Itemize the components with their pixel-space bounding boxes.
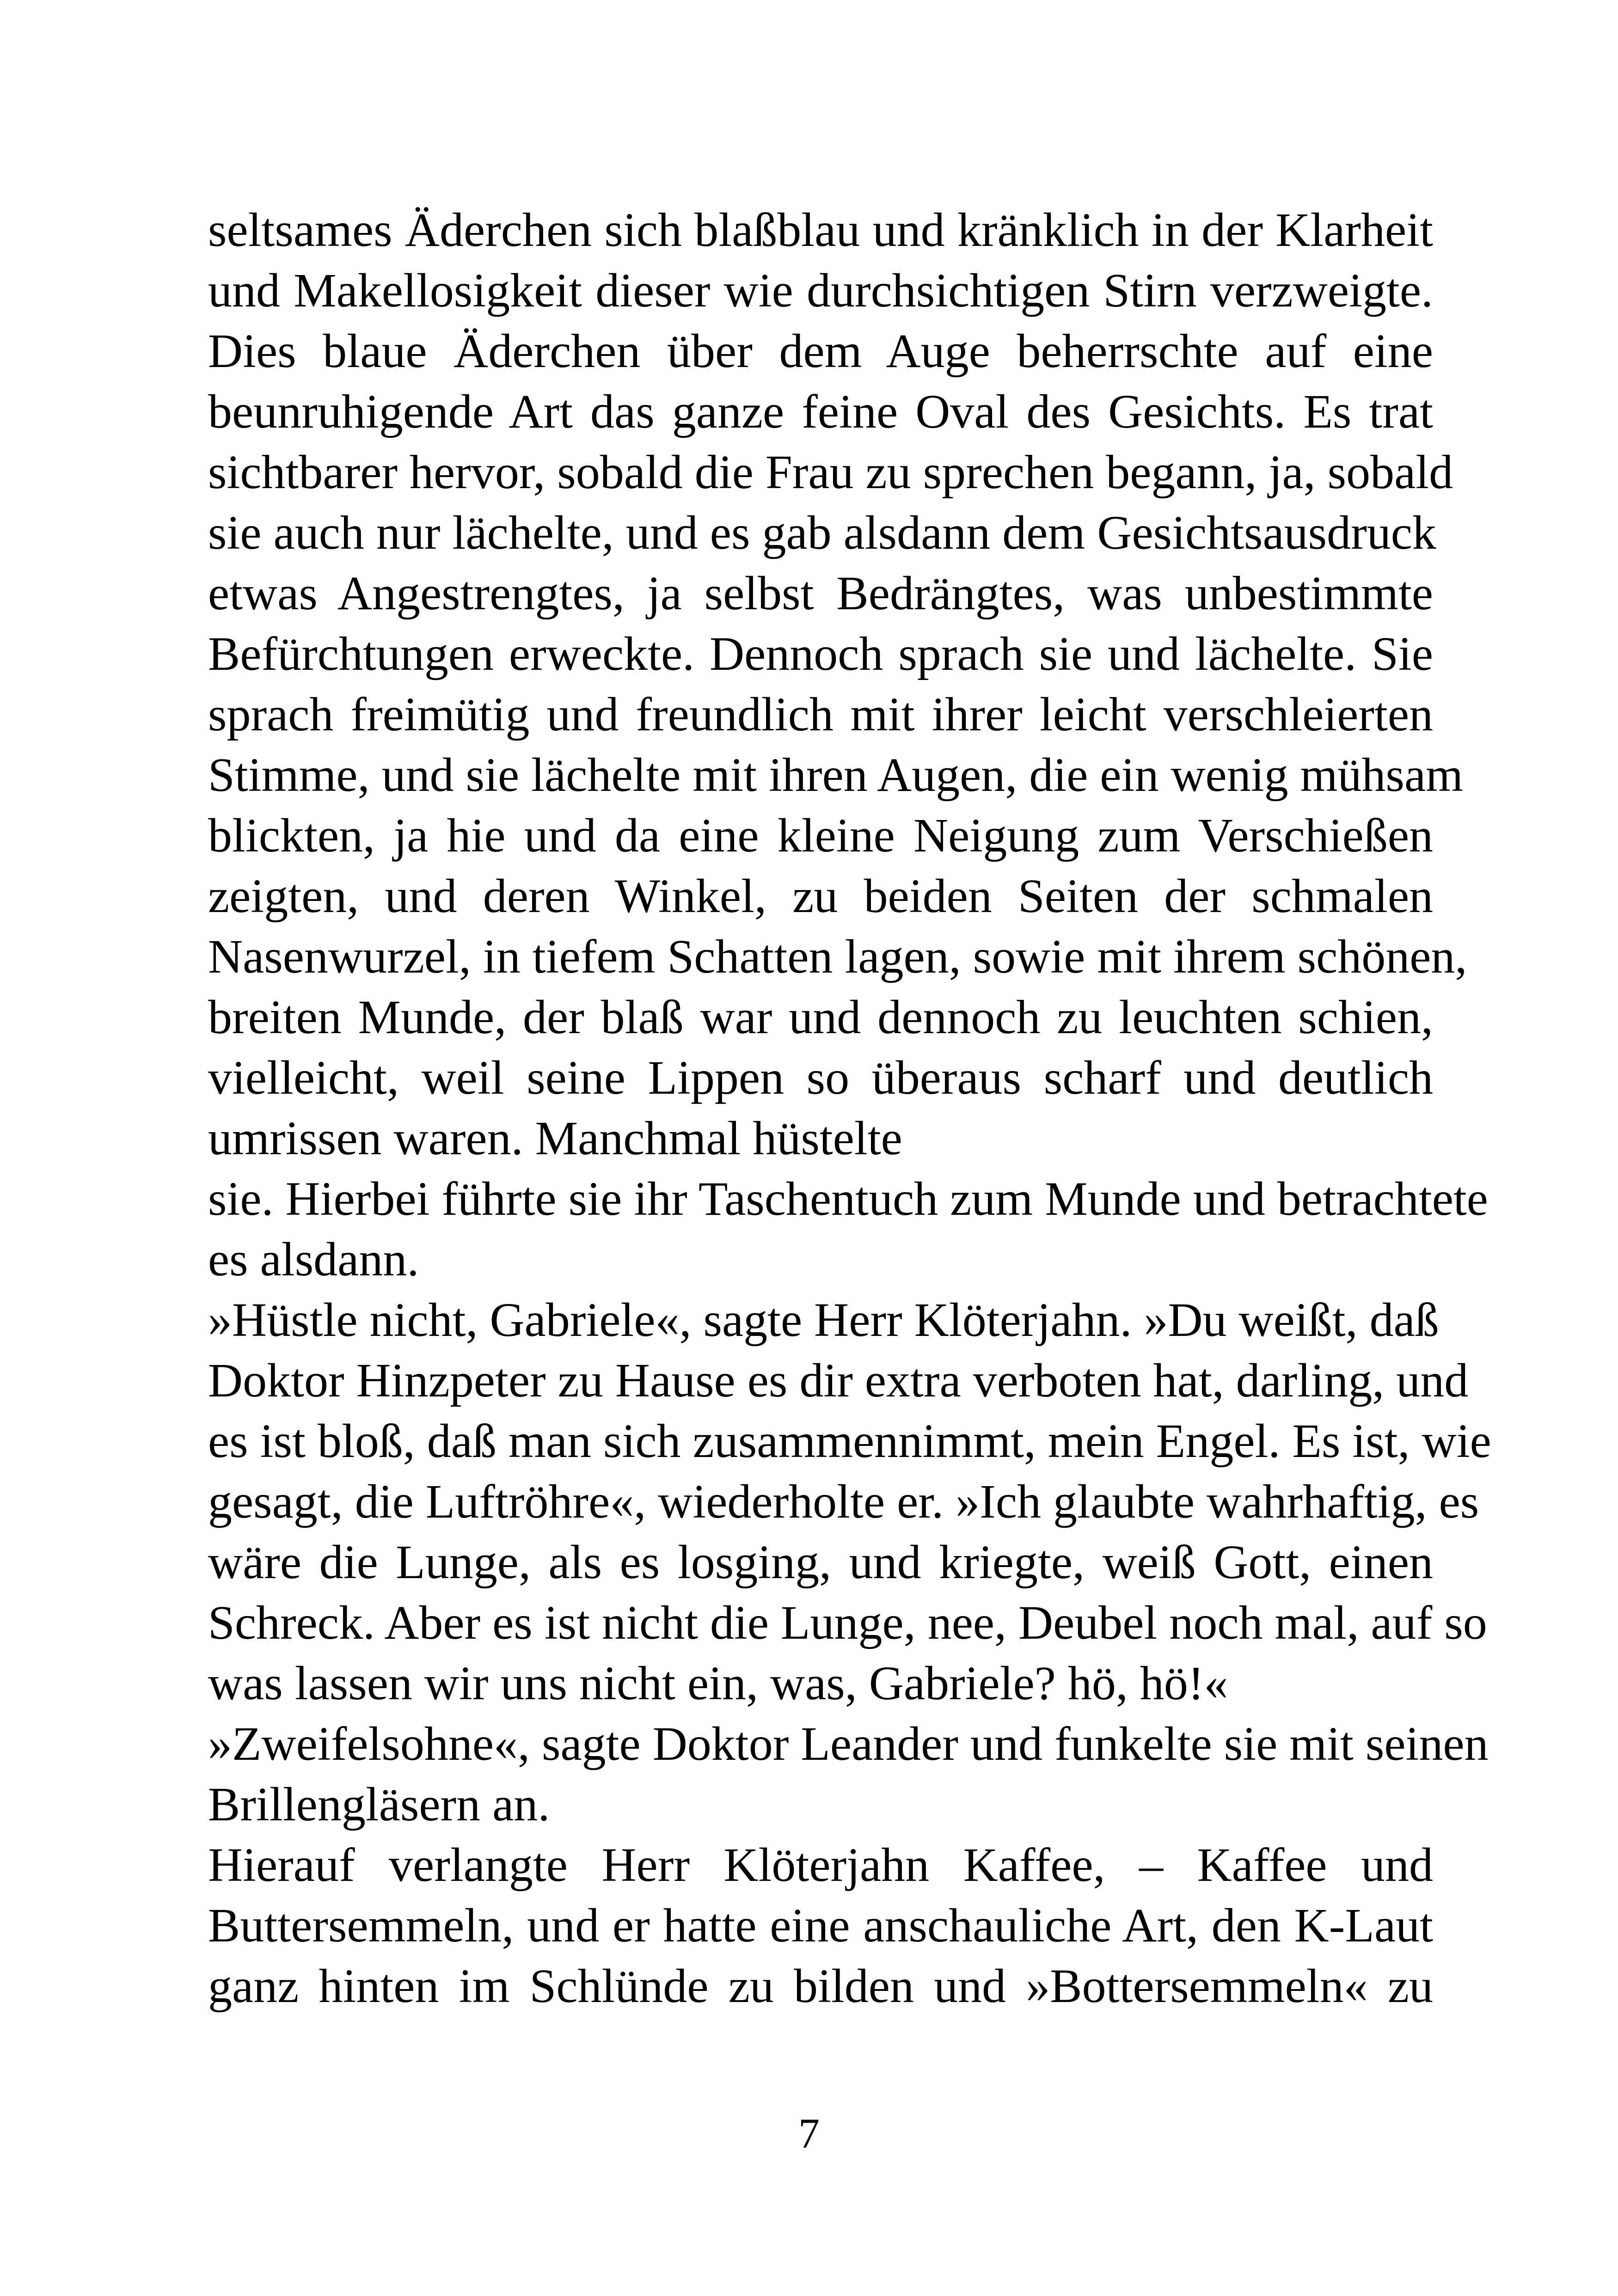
text-line: Schreck. Aber es ist nicht die Lunge, nee, Deubel noch mal, auf so <box>208 1596 1487 1649</box>
text-line: umrissen waren. Manchmal hüstelte <box>208 1112 902 1165</box>
text-line: »Zweifelsohne«, sagte Doktor Leander und funkelte sie mit seinen <box>208 1717 1489 1770</box>
text-line: etwas Angestrengtes, ja selbst Bedrängtes, was unbestimmte <box>208 567 1433 620</box>
text-line: und Makellosigkeit dieser wie durchsichtigen Stirn verzweigte. <box>208 264 1433 317</box>
text-line: Hierauf verlangte Herr Klöterjahn Kaffee, – Kaffee und <box>208 1838 1433 1892</box>
page-number: 7 <box>798 2110 820 2157</box>
text-line: Stimme, und sie lächelte mit ihren Augen, die ein wenig mühsam <box>208 748 1464 802</box>
text-line: »Hüstle nicht, Gabriele«, sagte Herr Klöterjahn. »Du weißt, daß <box>208 1293 1439 1347</box>
text-line: sprach freimütig und freundlich mit ihrer leicht verschleierten <box>208 688 1433 741</box>
text-line: ganz hinten im Schlünde zu bilden und »Bottersemmeln« zu <box>208 1959 1433 2013</box>
text-line: breiten Munde, der blaß war und dennoch zu leuchten schien, <box>208 991 1433 1044</box>
text-line: blickten, ja hie und da eine kleine Neigung zum Verschießen <box>208 809 1433 862</box>
text-line: gesagt, die Luftröhre«, wiederholte er. »Ich glaubte wahrhaftig, es <box>208 1475 1479 1528</box>
text-line: sie auch nur lächelte, und es gab alsdann dem Gesichtsausdruck <box>208 506 1436 559</box>
text-line: es alsdann. <box>208 1233 419 1286</box>
body-text <box>208 200 1491 2016</box>
text-line: Dies blaue Äderchen über dem Auge beherrschte auf eine <box>208 325 1433 378</box>
text-line: vielleicht, weil seine Lippen so überaus scharf und deutlich <box>208 1051 1433 1104</box>
text-line: es ist bloß, daß man sich zusammennimmt, mein Engel. Es ist, wie <box>208 1414 1491 1468</box>
text-line: seltsames Äderchen sich blaßblau und kränklich in der Klarheit <box>208 203 1433 257</box>
text-line: Doktor Hinzpeter zu Hause es dir extra verboten hat, darling, und <box>208 1354 1469 1407</box>
text-line: beunruhigende Art das ganze feine Oval des Gesichts. Es trat <box>208 385 1433 438</box>
text-line: Buttersemmeln, und er hatte eine anschauliche Art, den K-Laut <box>208 1899 1433 1952</box>
text-line: Befürchtungen erweckte. Dennoch sprach sie und lächelte. Sie <box>208 627 1433 680</box>
text-line: sie. Hierbei führte sie ihr Taschentuch zum Munde und betrachtete <box>208 1172 1488 1225</box>
text-line: wäre die Lunge, als es losging, und kriegte, weiß Gott, einen <box>208 1536 1433 1589</box>
text-line: Brillengläsern an. <box>208 1778 550 1831</box>
text-line: Nasenwurzel, in tiefem Schatten lagen, sowie mit ihrem schönen, <box>208 930 1467 983</box>
text-line: was lassen wir uns nicht ein, was, Gabriele? hö, hö!« <box>208 1657 1228 1710</box>
text-line: sichtbarer hervor, sobald die Frau zu sprechen begann, ja, sobald <box>208 446 1453 499</box>
text-line: zeigten, und deren Winkel, zu beiden Seiten der schmalen <box>208 869 1433 923</box>
